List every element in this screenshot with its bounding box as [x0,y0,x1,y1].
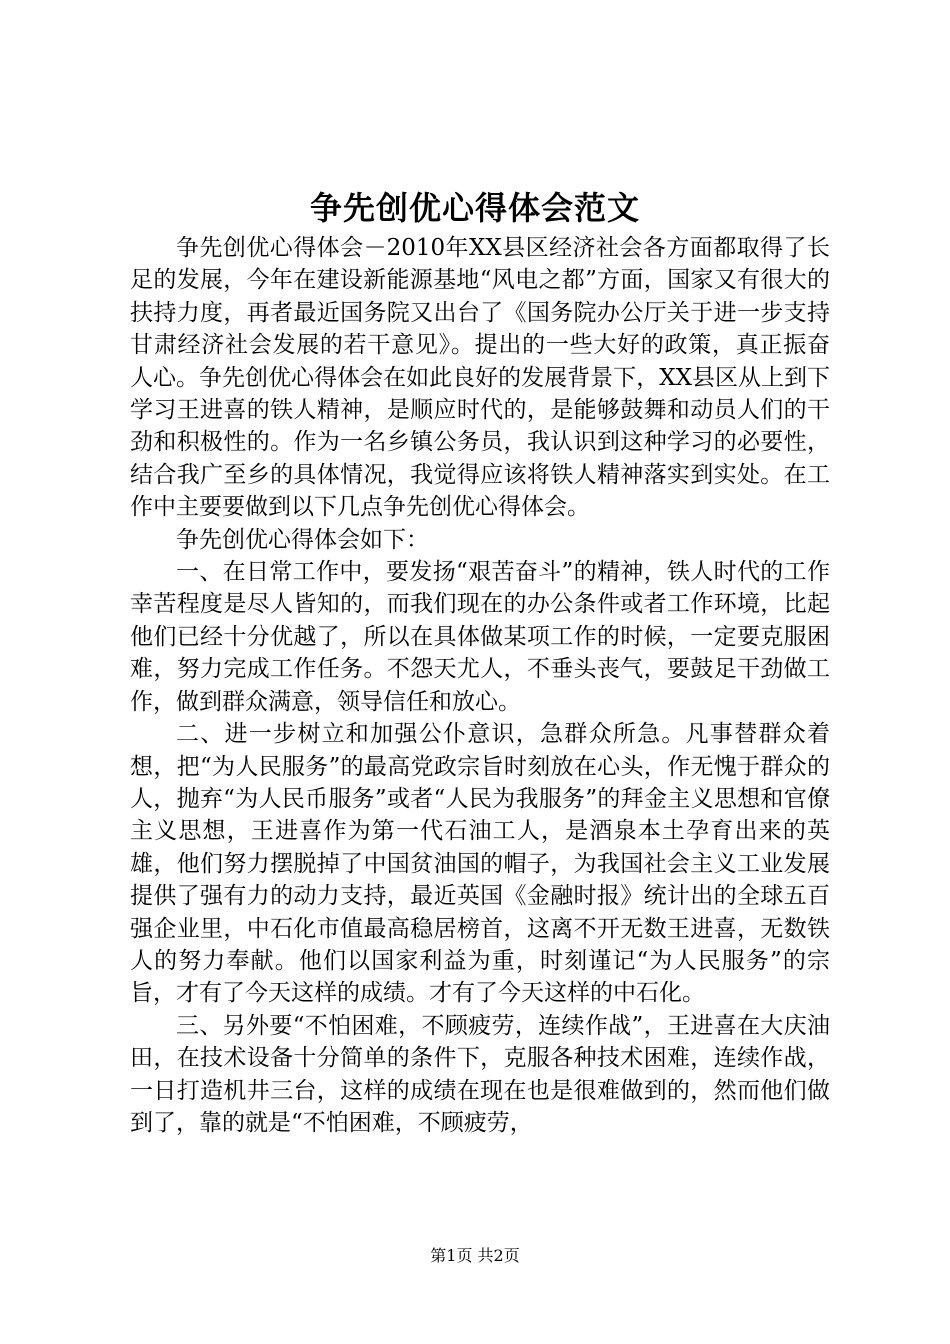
page-footer: 第1页 共2页 [430,1246,520,1265]
document-title: 争先创优心得体会范文 [309,189,640,227]
paragraph-intro: 争先创优心得体会－2010年XX县区经济社会各方面都取得了长足的发展，今年在建设新能源基地“风电之都”方面，国家又有很大的扶持力度，再者最近国务院又出台了《国务院办公厅关于进一步支持甘肃经济社会发展的若干意见》。提出的一些大好的政策，真正振奋人心。争先创优心得体会在如此良好的发展背景下，XX县区从上到下学习王进喜的铁人精神，是顺应时代的，是能够鼓舞和动员人们的干劲和积极性的。作为一名乡镇公务员，我认识到这种学习的必要性，结合我广至乡的具体情况，我觉得应该将铁人精神落实到实处。在工作中主要要做到以下几点争先创优心得体会。 [130,235,830,521]
document-body [130,232,830,1139]
paragraph-point-two: 二、进一步树立和加强公仆意识，急群众所急。凡事替群众着想，把“为人民服务”的最高党政宗旨时刻放在心头，作无愧于群众的人，抛弃“为人民币服务”或者“人民为我服务”的拜金主义思想和官僚主义思想，王进喜作为第一代石油工人，是酒泉本土孕育出来的英雄，他们努力摆脱掉了中国贫油国的帽子，为我国社会主义工业发展提供了强有力的动力支持，最近英国《金融时报》统计出的全球五百强企业里，中石化市值最高稳居榜首，这离不开无数王进喜，无数铁人的努力奉献。他们以国家利益为重，时刻谨记“为人民服务”的宗旨，才有了今天这样的成绩。才有了今天这样的中石化。 [130,721,830,1007]
paragraph-list-lead: 争先创优心得体会如下： [176,526,429,553]
paragraph-point-three: 三、另外要“不怕困难，不顾疲劳，连续作战”，王进喜在大庆油田，在技术设备十分简单的条件下，克服各种技术困难，连续作战，一日打造机井三台，这样的成绩在现在也是很难做到的，然而他们做到了，靠的就是“不怕困难，不顾疲劳， [130,1012,830,1136]
paragraph-point-one: 一、在日常工作中，要发扬“艰苦奋斗”的精神，铁人时代的工作幸苦程度是尽人皆知的，而我们现在的办公条件或者工作环境，比起他们已经十分优越了，所以在具体做某项工作的时候，一定要克服困难，努力完成工作任务。不怨天尤人，不垂头丧气，要鼓足干劲做工作，做到群众满意，领导信任和放心。 [130,559,830,715]
